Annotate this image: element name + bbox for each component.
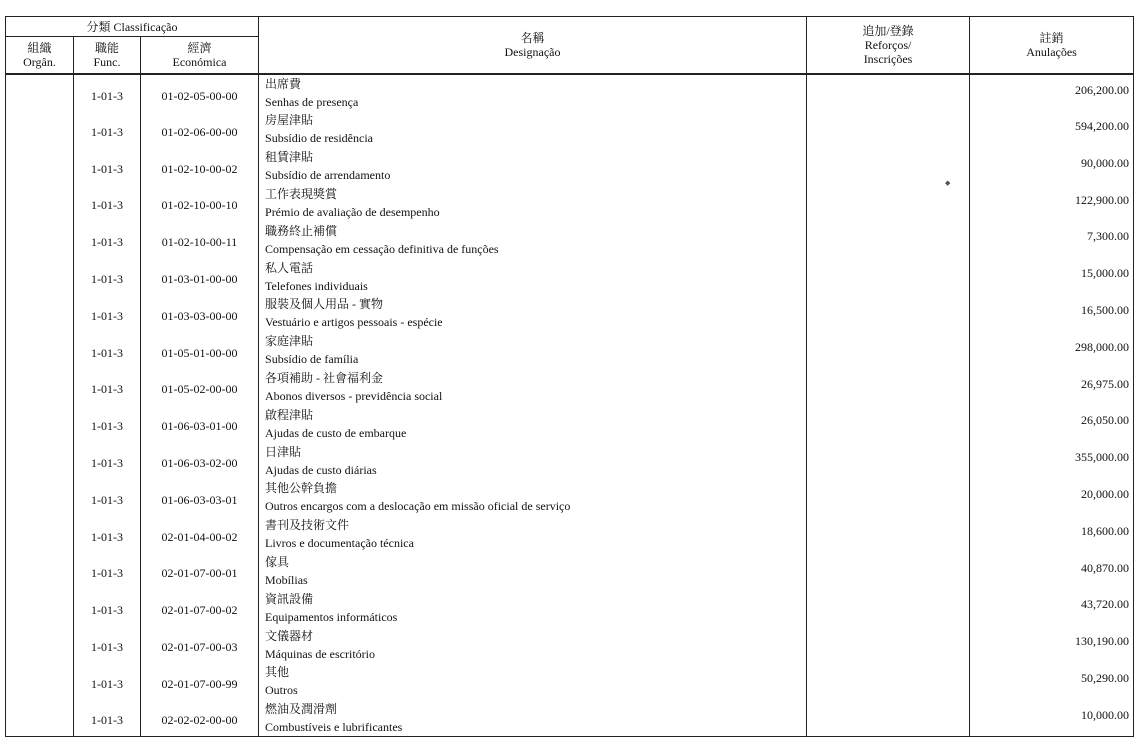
func-code: 1-01-3 (74, 516, 141, 553)
organ-header (6, 37, 74, 75)
designation-cell (259, 626, 807, 663)
func-code: 1-01-3 (74, 185, 141, 222)
designation-cell (259, 405, 807, 442)
designation-cell (259, 663, 807, 700)
reinforcements-cell (807, 74, 970, 111)
func-code: 1-01-3 (74, 479, 141, 516)
designation-zh: 家庭津貼 (265, 334, 314, 349)
designation-pt: Telefones individuais (265, 278, 368, 293)
organ-cell (6, 589, 74, 626)
organ-cell (6, 516, 74, 553)
econ-code: 01-03-03-00-00 (141, 295, 259, 332)
designation-header (259, 17, 807, 75)
designation-zh: 資訊設備 (265, 591, 314, 606)
scan-mark: ◆ (945, 179, 951, 187)
func-code: 1-01-3 (74, 258, 141, 295)
organ-cell (6, 369, 74, 406)
table-row (6, 295, 1134, 332)
designation-cell (259, 258, 807, 295)
designation-cell (259, 221, 807, 258)
econ-code: 01-05-02-00-00 (141, 369, 259, 406)
annulment-amount: 50,290.00 (970, 663, 1134, 700)
designation-cell (259, 111, 807, 148)
func-code: 1-01-3 (74, 700, 141, 737)
organ-header-zh: 組織 (27, 41, 52, 55)
econ-header-zh: 經濟 (187, 41, 212, 55)
organ-cell (6, 148, 74, 185)
designation-zh: 職務終止補償 (265, 223, 338, 238)
annulment-amount: 18,600.00 (970, 516, 1134, 553)
reinforcements-cell (807, 295, 970, 332)
designation-zh: 出席費 (265, 77, 302, 91)
annulment-amount: 26,050.00 (970, 405, 1134, 442)
reinforcements-header-zh: 追加/登錄 (862, 24, 914, 38)
table-row (6, 442, 1134, 479)
econ-code: 02-01-07-00-02 (141, 589, 259, 626)
designation-header-zh: 名稱 (520, 31, 545, 45)
reinforcements-cell (807, 405, 970, 442)
annulment-amount: 355,000.00 (970, 442, 1134, 479)
reinforcements-cell (807, 626, 970, 663)
annulment-amount: 594,200.00 (970, 111, 1134, 148)
econ-code: 01-06-03-03-01 (141, 479, 259, 516)
econ-header-pt: Económica (172, 55, 227, 69)
designation-pt: Outros (265, 683, 298, 698)
designation-pt: Equipamentos informáticos (265, 609, 398, 624)
designation-pt: Senhas de presença (265, 95, 359, 109)
func-code: 1-01-3 (74, 589, 141, 626)
designation-cell (259, 479, 807, 516)
reinforcements-cell (807, 589, 970, 626)
reinforcements-cell (807, 369, 970, 406)
table-row (6, 700, 1134, 737)
designation-zh: 書刊及技術文件 (265, 518, 350, 533)
designation-pt: Subsídio de arrendamento (265, 168, 391, 183)
annulments-header (970, 17, 1134, 75)
func-code: 1-01-3 (74, 553, 141, 590)
annulment-amount: 206,200.00 (970, 74, 1134, 111)
designation-zh: 服裝及個人用品 - 實物 (265, 297, 384, 312)
designation-cell (259, 295, 807, 332)
annulment-amount: 10,000.00 (970, 700, 1134, 737)
econ-code: 02-01-07-00-03 (141, 626, 259, 663)
organ-cell (6, 332, 74, 369)
designation-zh: 啟程津貼 (265, 407, 314, 422)
reinforcements-cell (807, 479, 970, 516)
reinforcements-cell (807, 258, 970, 295)
designation-zh: 各項補助 - 社會福利金 (265, 370, 384, 385)
designation-pt: Combustíveis e lubrificantes (265, 719, 403, 734)
reinforcements-cell (807, 442, 970, 479)
designation-pt: Ajudas de custo de embarque (265, 425, 407, 440)
econ-code: 02-01-07-00-01 (141, 553, 259, 590)
annulment-amount: 40,870.00 (970, 553, 1134, 590)
designation-pt: Subsídio de família (265, 352, 359, 367)
classification-header: 分類 Classificação (6, 17, 259, 37)
econ-code: 01-02-10-00-11 (141, 221, 259, 258)
budget-table (5, 16, 1134, 737)
reinforcements-cell (807, 700, 970, 737)
designation-zh: 工作表現獎賞 (265, 186, 338, 201)
designation-zh: 傢具 (265, 554, 290, 569)
designation-pt: Vestuário e artigos pessoais - espécie (265, 315, 443, 330)
designation-pt: Livros e documentação técnica (265, 536, 414, 551)
table-row (6, 663, 1134, 700)
designation-zh: 燃油及潤滑劑 (265, 701, 338, 716)
organ-cell (6, 553, 74, 590)
econ-code: 01-02-05-00-00 (141, 74, 259, 111)
func-header-pt: Func. (93, 55, 121, 69)
designation-header-pt: Designação (504, 45, 561, 59)
table-row (6, 332, 1134, 369)
designation-pt: Máquinas de escritório (265, 646, 375, 661)
annulments-header-pt: Anulações (1026, 45, 1077, 59)
econ-header (141, 37, 259, 75)
econ-code: 01-06-03-01-00 (141, 405, 259, 442)
func-code: 1-01-3 (74, 663, 141, 700)
reinforcements-cell (807, 663, 970, 700)
annulment-amount: 298,000.00 (970, 332, 1134, 369)
designation-cell (259, 185, 807, 222)
designation-pt: Compensação em cessação definitiva de funções (265, 241, 499, 256)
table-row (6, 553, 1134, 590)
func-header (74, 37, 141, 75)
func-code: 1-01-3 (74, 626, 141, 663)
func-code: 1-01-3 (74, 332, 141, 369)
table-row (6, 185, 1134, 222)
econ-code: 01-05-01-00-00 (141, 332, 259, 369)
func-code: 1-01-3 (74, 405, 141, 442)
designation-cell (259, 589, 807, 626)
econ-code: 01-02-10-00-10 (141, 185, 259, 222)
designation-pt: Ajudas de custo diárias (265, 462, 377, 477)
annulment-amount: 16,500.00 (970, 295, 1134, 332)
econ-code: 02-01-04-00-02 (141, 516, 259, 553)
designation-cell (259, 516, 807, 553)
annulment-amount: 130,190.00 (970, 626, 1134, 663)
designation-zh: 租賃津貼 (265, 150, 314, 165)
designation-zh: 日津貼 (265, 444, 302, 459)
designation-pt: Outros encargos com a deslocação em missão oficial de serviço (265, 499, 571, 514)
table-row (6, 148, 1134, 185)
designation-zh: 房屋津貼 (265, 113, 314, 128)
econ-code: 02-02-02-00-00 (141, 700, 259, 737)
budget-rows (6, 74, 1134, 737)
designation-cell (259, 442, 807, 479)
organ-cell (6, 74, 74, 111)
designation-zh: 其他公幹負擔 (265, 481, 338, 496)
table-row (6, 626, 1134, 663)
econ-code: 01-02-06-00-00 (141, 111, 259, 148)
organ-cell (6, 663, 74, 700)
reinforcements-cell (807, 553, 970, 590)
annulment-amount: 122,900.00 (970, 185, 1134, 222)
designation-cell (259, 553, 807, 590)
annulment-amount: 20,000.00 (970, 479, 1134, 516)
table-row (6, 258, 1134, 295)
reinforcements-header-pt2: Inscrições (863, 52, 913, 66)
organ-cell (6, 258, 74, 295)
designation-cell (259, 332, 807, 369)
func-code: 1-01-3 (74, 148, 141, 185)
reinforcements-header (807, 17, 970, 75)
func-code: 1-01-3 (74, 111, 141, 148)
annulment-amount: 43,720.00 (970, 589, 1134, 626)
designation-cell (259, 148, 807, 185)
designation-pt: Mobílias (265, 572, 308, 587)
func-code: 1-01-3 (74, 369, 141, 406)
designation-pt: Abonos diversos - previdência social (265, 388, 443, 403)
designation-cell (259, 369, 807, 406)
designation-zh: 其他 (265, 665, 290, 680)
func-header-zh: 職能 (94, 41, 119, 55)
reinforcements-cell (807, 332, 970, 369)
annulments-header-zh: 註銷 (1039, 31, 1064, 45)
table-row (6, 221, 1134, 258)
table-row (6, 516, 1134, 553)
organ-cell (6, 479, 74, 516)
organ-cell (6, 111, 74, 148)
annulment-amount: 7,300.00 (970, 221, 1134, 258)
table-row (6, 479, 1134, 516)
designation-cell (259, 74, 807, 111)
designation-cell (259, 700, 807, 737)
table-row (6, 74, 1134, 111)
designation-zh: 私人電話 (265, 260, 314, 275)
budget-table-page (5, 16, 1133, 737)
reinforcements-header-pt1: Reforços/ (864, 38, 912, 52)
table-row (6, 405, 1134, 442)
organ-cell (6, 295, 74, 332)
func-code: 1-01-3 (74, 74, 141, 111)
econ-code: 01-02-10-00-02 (141, 148, 259, 185)
table-row (6, 589, 1134, 626)
organ-header-pt: Orgân. (23, 55, 56, 69)
designation-zh: 文儀器材 (265, 628, 314, 643)
table-row (6, 369, 1134, 406)
designation-pt: Subsídio de residência (265, 131, 373, 146)
organ-cell (6, 221, 74, 258)
annulment-amount: 26,975.00 (970, 369, 1134, 406)
func-code: 1-01-3 (74, 442, 141, 479)
reinforcements-cell (807, 185, 970, 222)
organ-cell (6, 442, 74, 479)
reinforcements-cell (807, 111, 970, 148)
table-row (6, 111, 1134, 148)
annulment-amount: 15,000.00 (970, 258, 1134, 295)
reinforcements-cell (807, 221, 970, 258)
organ-cell (6, 185, 74, 222)
annulment-amount: 90,000.00 (970, 148, 1134, 185)
organ-cell (6, 626, 74, 663)
func-code: 1-01-3 (74, 221, 141, 258)
econ-code: 01-06-03-02-00 (141, 442, 259, 479)
designation-pt: Prémio de avaliação de desempenho (265, 204, 440, 219)
func-code: 1-01-3 (74, 295, 141, 332)
organ-cell (6, 405, 74, 442)
reinforcements-cell (807, 516, 970, 553)
econ-code: 02-01-07-00-99 (141, 663, 259, 700)
econ-code: 01-03-01-00-00 (141, 258, 259, 295)
organ-cell (6, 700, 74, 737)
